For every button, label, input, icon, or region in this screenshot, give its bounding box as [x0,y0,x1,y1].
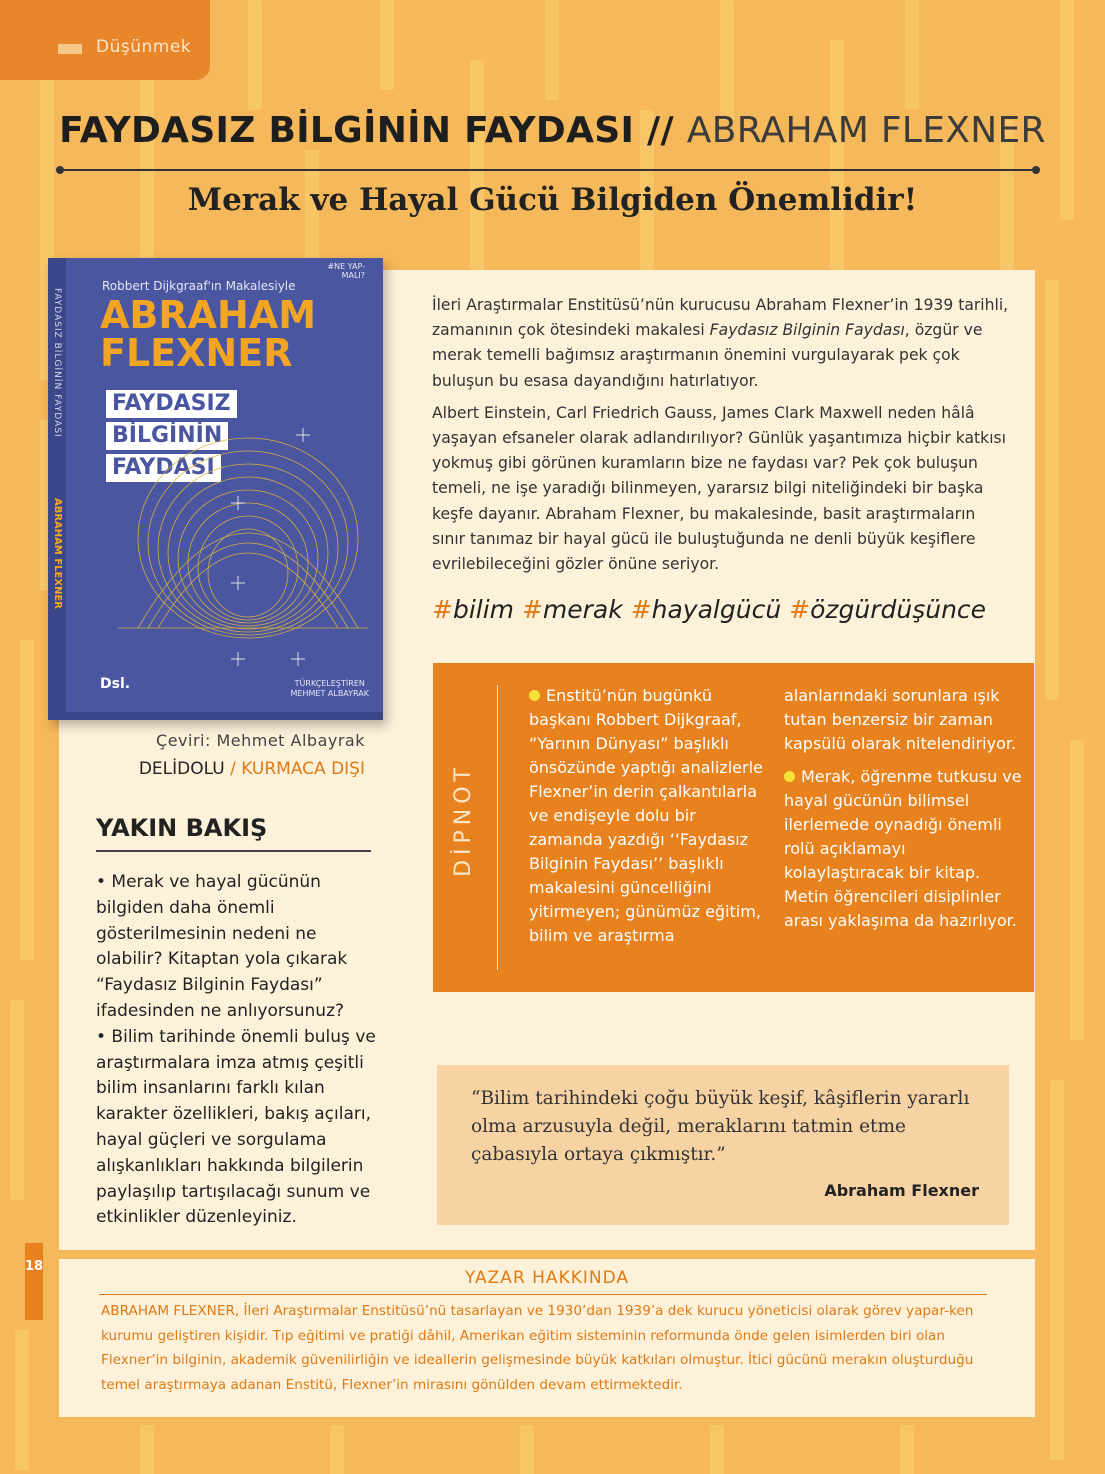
yakin-bakis-rule [96,850,371,852]
dipnot-item-1: Enstitü’nün bugünkü başkanı Robbert Dijkgraaf, “Yarının Dünyası” başlıklı önsözünde yaptığı analizlerle Flexner’in derin çalkantılarla ve endişeyle dolu bir zamanda yazdığı ‘‘Faydasız Bilginin Faydası’’ başlıklı makalesini güncelliğini yitirmeyen; günümüz eğitim, bilim ve araştırma [529,686,763,945]
p1-end: , özgür ve merak temelli bağımsız araştırmanın önemini vurgulayarak pek çok buluşun bu esasa dayandığını hatırlatıyor. [432,321,983,390]
book-cover [48,258,383,720]
hashtag: #merak [521,595,623,624]
main-article [432,293,1012,584]
page-number: 18 [25,1259,44,1274]
cover-pre-title: Robbert Dijkgraaf'ın Makalesiyle [102,279,296,293]
p1-start: İleri Araştırmalar Enstitüsü’nün kurucusu Abraham Flexner’in 1939 tarihli, zamanının çok ötesindeki makalesi [432,296,1009,340]
cover-title-line1: FAYDASIZ [104,388,239,420]
yakin-bakis-list [96,870,381,1231]
quote-box [437,1065,1009,1225]
hashtag: #özgürdüşünce [789,595,987,624]
publisher-logo: Dsl. [100,676,131,692]
list-item: • Bilim tarihinde önemli buluş ve araştırmalara imza atmış çeşitli bilim insanlarını farklı kılan karakter özellikleri, bakış açıları, hayal güçleri ve sorgulama alışkanlıkları hakkında bilgilerin paylaşılıp tartışılacağı sunum ve etkinlikler düzenleyiniz. [96,1026,376,1228]
about-rule [99,1294,987,1295]
quote-author: Abraham Flexner [824,1181,979,1200]
cover-title-line3: FAYDASI [104,452,223,484]
p1-book-title: Faydasız Bilginin Faydası [709,321,905,340]
tab-marker [58,44,82,54]
cover-author [100,293,317,375]
section-label: Düşünmek [96,37,192,57]
cover-author-line2: FLEXNER [100,331,293,375]
cover-title-line2: BİLGİNİN [104,420,230,452]
spine-title: FAYDASIZ BİLGİNİN FAYDASI [52,288,62,438]
dipnot-column-1 [529,684,764,957]
title-rule [60,169,1036,171]
title-book: FAYDASIZ BİLGİNİN FAYDASI [59,110,635,151]
hashtag: #bilim [432,595,515,624]
quote-text: “Bilim tarihindeki çoğu büyük keşif, kâşiflerin yararlı olma arzusuyla değil, meraklarını tatmin etme çabasıyla ortaya çıkmıştır.” [471,1088,970,1165]
about-author-box [59,1259,1035,1417]
hashtag: #hayalgücü [630,595,782,624]
page-title [0,110,1105,151]
spine-author: ABRAHAM FLEXNER [52,498,63,609]
dipnot-item-1-continued: alanlarındaki sorunlara ışık tutan benzersiz bir zaman kapsülü olarak nitelendiriyor. [784,686,1017,753]
publisher-separator: / [230,759,236,779]
yakin-bakis-heading: YAKIN BAKIŞ [96,814,268,842]
title-author: ABRAHAM FLEXNER [686,110,1046,151]
dipnot-divider [497,685,498,970]
cover-translator-line2: MEHMET ALBAYRAK [290,689,369,698]
article-paragraph-2: Albert Einstein, Carl Friedrich Gauss, James Clark Maxwell neden hâlâ yaşayan efsaneler olarak adlandırılıyor? Günlük yaşantımıza hiçbir katkısı yokmuş gibi görünen kuramların bize ne faydası var? Pek çok buluşun temeli, ne işe yaradığı bilinmeyen, yararsız bilgi niteliğindeki bir başka keşfe dayanır. Abraham Flexner, bu makalesinde, basit araştırmaların sınır tanımaz bir hayal gücü ile buluştuğunda ne denli büyük keşiflere evrilebileceğini gözler önüne seriyor. [432,403,1006,574]
about-heading: YAZAR HAKKINDA [464,1268,630,1288]
hashtags [432,595,986,624]
article-paragraph-1 [432,293,1012,394]
dipnot-label: DİPNOT [451,763,476,877]
publisher-name: DELİDOLU [138,759,225,779]
cover-translator-line1: TÜRKÇELEŞTİREN [294,679,365,688]
subtitle: Merak ve Hayal Gücü Bilgiden Önemlidir! [187,182,918,218]
dipnot-box [433,663,1034,992]
cover-line-art [118,418,368,668]
book-category: KURMACA DIŞI [241,759,365,779]
bullet-icon [784,771,795,782]
list-item: • Merak ve hayal gücünün bilgiden daha önemli gösterilmesinin nedeni ne olabilir? Kitaptan yola çıkarak “Faydasız Bilginin Faydası” ifadesinden ne anlıyorsunuz? [96,872,348,1021]
bullet-icon [529,690,540,701]
cover-series-tag: #NE YAP- MALI? [327,262,365,280]
title-separator: // [647,110,674,151]
cover-author-line1: ABRAHAM [100,293,317,337]
dipnot-column-2 [784,684,1024,942]
cover-bottom-edge [48,712,383,720]
translator-credit: Çeviri: Mehmet Albayrak [156,731,365,750]
page-number-tab [25,1243,43,1320]
cover-translator [291,679,369,699]
section-tab [0,0,210,80]
dipnot-item-2: Merak, öğrenme tutkusu ve hayal gücünün bilimsel ilerlemede oynadığı önemli rolü açıklamayı kolaylaştıracak bir kitap. Metin öğrencileri disiplinler arası yaklaşıma da hazırlıyor. [784,767,1022,930]
about-body: ABRAHAM FLEXNER, İleri Araştırmalar Enstitüsü’nü tasarlayan ve 1930’dan 1939’a dek kurucu yöneticisi olarak görev yapar-ken kurumu geliştiren kişidir. Tıp eğitimi ve pratiği dâhil, Amerikan eğitim sisteminin reformunda önde gelen isimlerden biri olan Flexner’in bilginin, akademik güvenilirliğin ve ideallerin gelişmesinde büyük katkıları olmuştur. İtici gücünü merakın oluşturduğu temel araştırmaya adanan Enstitü, Flexner’in mirasını gönülden devam ettirmektedir. [101,1303,974,1393]
publisher-line [60,759,365,779]
